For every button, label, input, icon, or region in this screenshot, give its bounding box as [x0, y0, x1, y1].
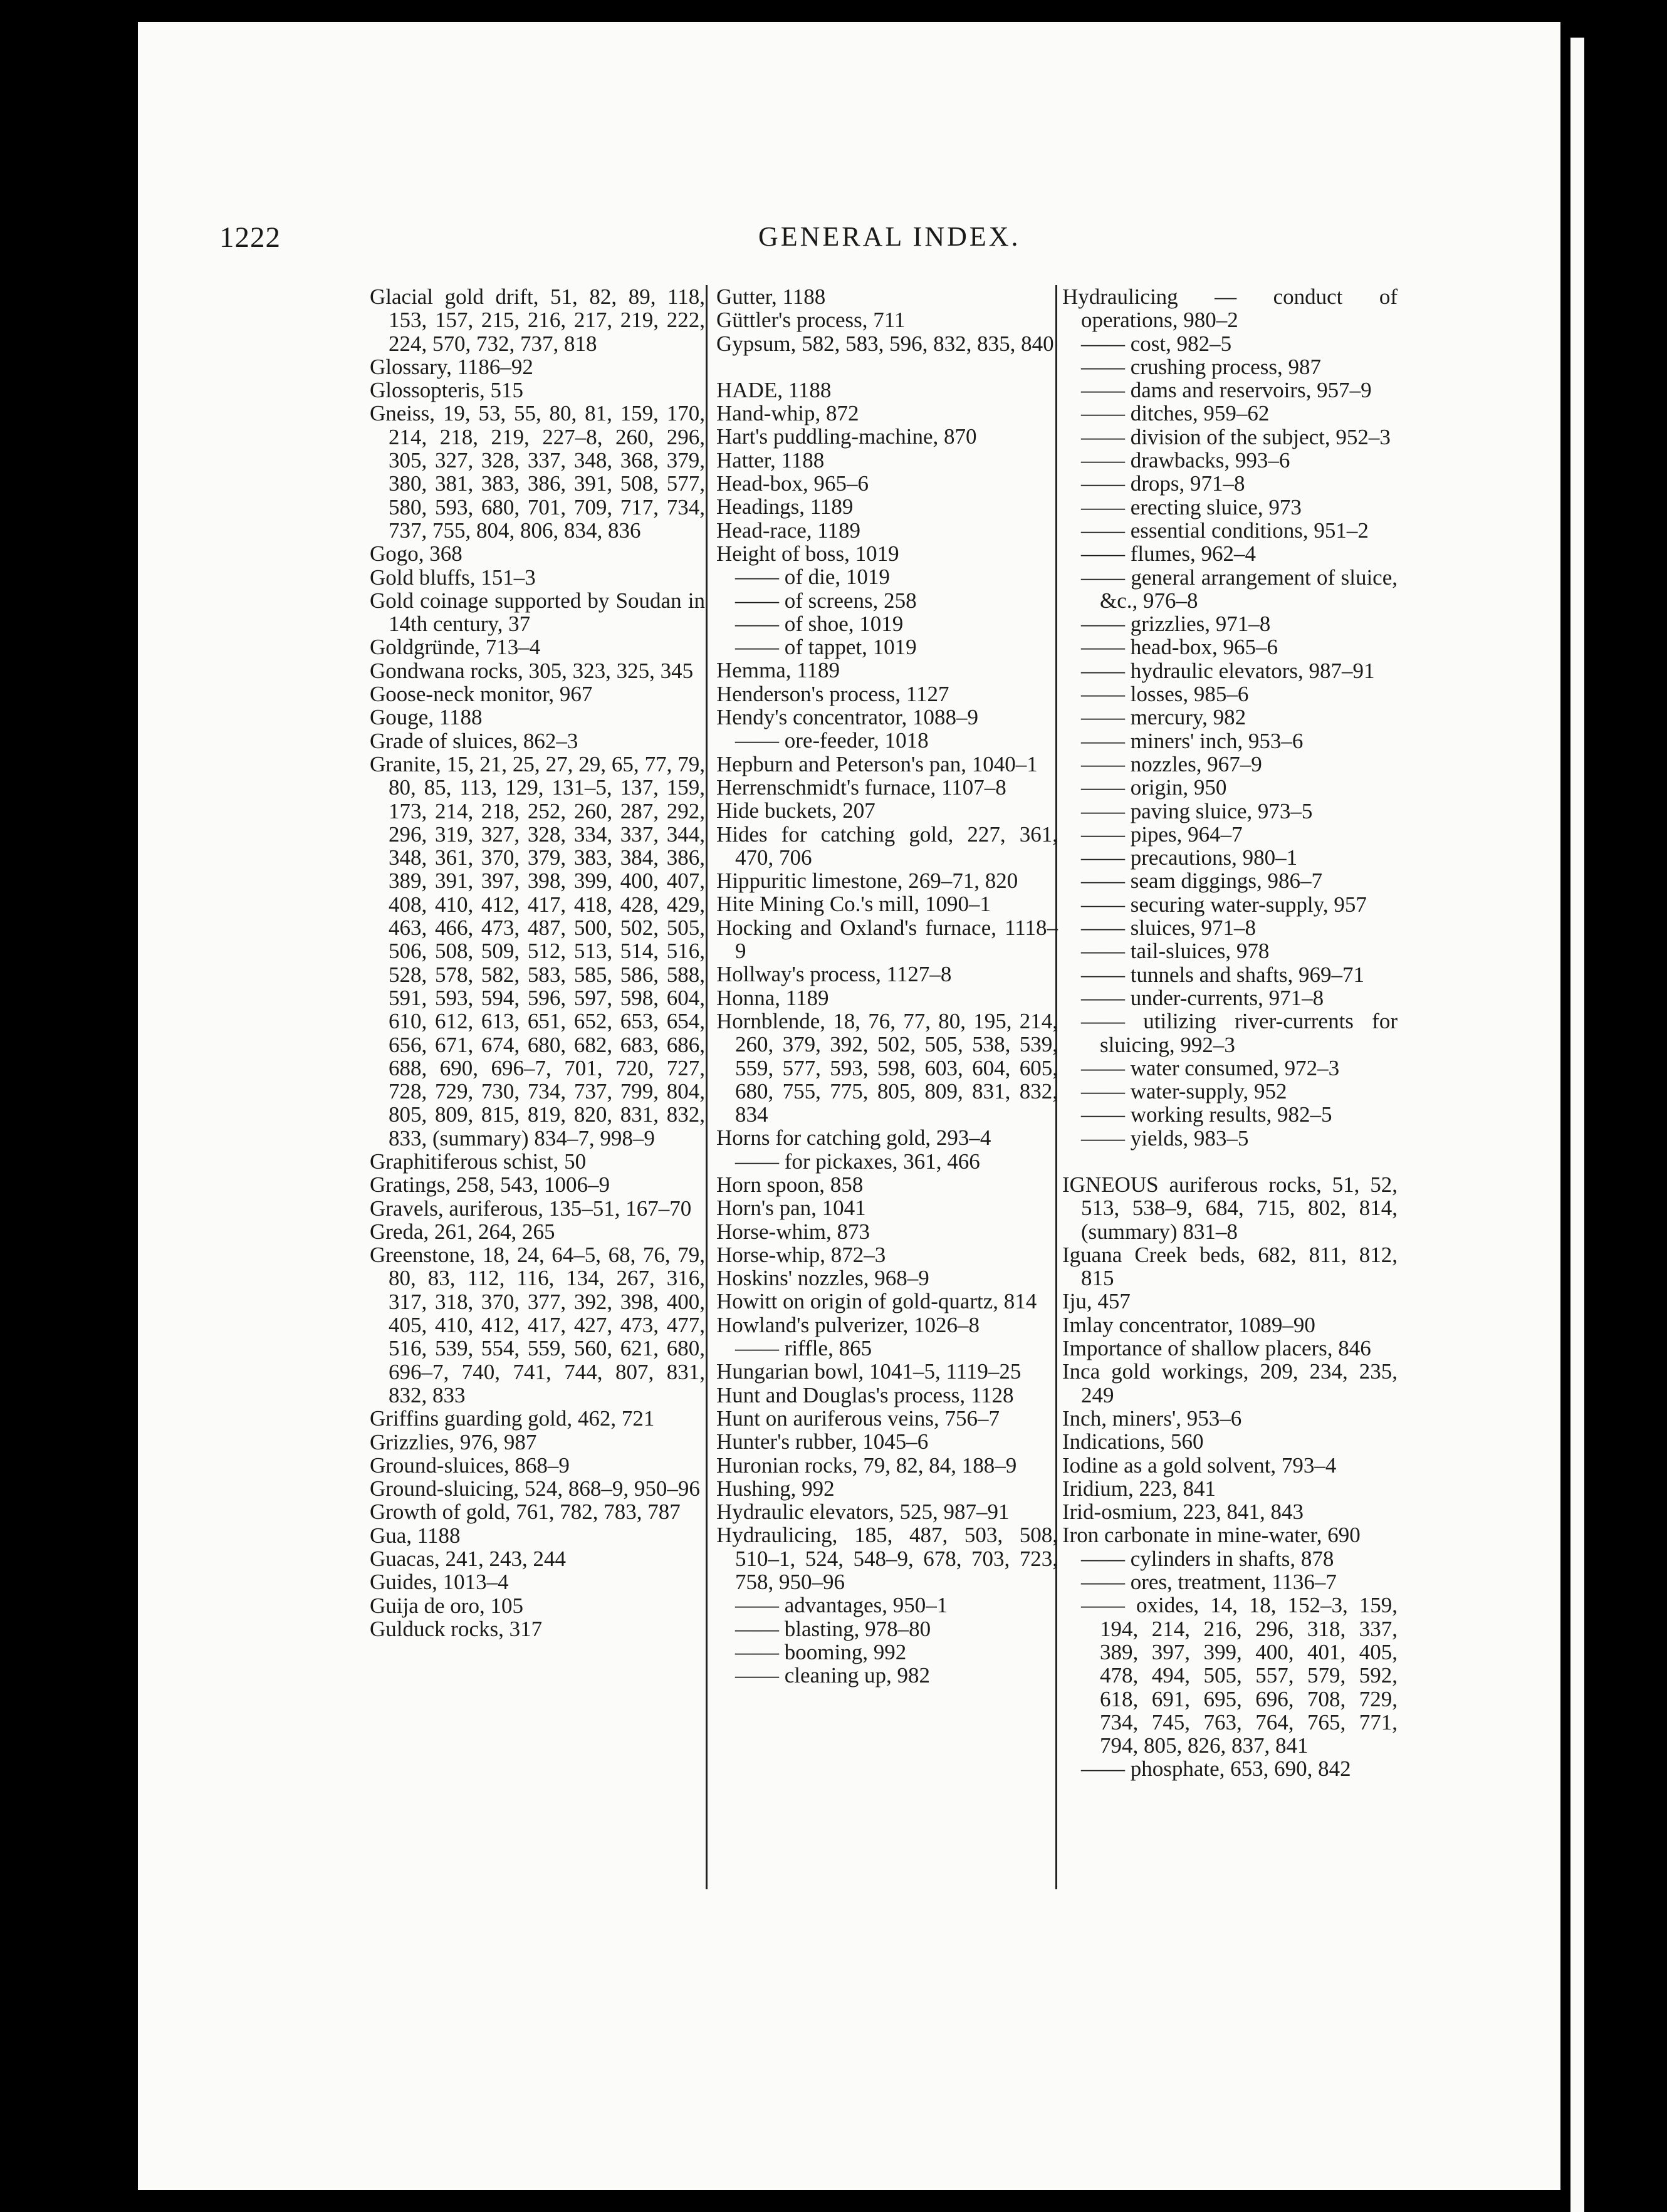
index-entry: —— origin, 950: [1081, 775, 1227, 800]
index-entry: —— cleaning up, 982: [735, 1663, 931, 1688]
index-entry: —— tunnels and shafts, 969–71: [1081, 962, 1365, 987]
index-entry: Height of boss, 1019: [716, 541, 899, 566]
index-entry: Horn's pan, 1041: [716, 1196, 866, 1221]
index-entry: —— tail-sluices, 978: [1081, 939, 1270, 964]
index-entry: —— precautions, 980–1: [1081, 845, 1298, 870]
index-entry: Iodine as a gold solvent, 793–4: [1062, 1453, 1337, 1478]
index-entry: Hydraulic elevators, 525, 987–91: [716, 1500, 1010, 1525]
running-title: GENERAL INDEX.: [758, 221, 1021, 252]
index-entry: Goldgründe, 713–4: [370, 635, 541, 660]
index-entry: Gold coinage supported by Soudan in 14th century, 37: [370, 588, 705, 637]
index-entry: —— grizzlies, 971–8: [1081, 612, 1271, 637]
index-entry: —— drawbacks, 993–6: [1081, 448, 1290, 473]
index-entry: Hoskins' nozzles, 968–9: [716, 1266, 929, 1291]
index-entry: Headings, 1189: [716, 494, 854, 519]
index-entry: —— paving sluice, 973–5: [1081, 798, 1313, 823]
index-entry: Gua, 1188: [370, 1523, 461, 1548]
index-entry: Horns for catching gold, 293–4: [716, 1125, 991, 1150]
index-entry: —— under-currents, 971–8: [1081, 985, 1324, 1010]
index-entry: Honna, 1189: [716, 985, 829, 1010]
index-entry: Granite, 15, 21, 25, 27, 29, 65, 77, 79, 80, 85, 113, 129, 131–5, 137, 159, 173, 214, 218, 252, 260, 287, 292, 296, 319, 327, 328, 334, 337, 344, 348, 361, 370, 379, 383, 384, 386, 389, 391, 397, 398, 399, 400, 407, 408, 410, 412, 417, 418, 428, 429, 463, 466, 473, 487, 500, 502, 505, 506, 508, 509, 512, 513, 514, 516, 528, 578, 582, 583, 585, 586, 588, 591, 593, 594, 596, 597, 598, 604, 610, 612, 613, 651, 652, 653, 654, 656, 671, 674, 680, 682, 683, 686, 688, 690, 696–7, 701, 720, 727, 728, 729, 730, 734, 737, 799, 804, 805, 809, 815, 819, 820, 831, 832, 833, (summary) 834–7, 998–9: [370, 751, 705, 1150]
index-entry: —— erecting sluice, 973: [1081, 494, 1302, 519]
index-entry: —— of screens, 258: [735, 588, 917, 613]
index-entry: Howland's pulverizer, 1026–8: [716, 1312, 980, 1337]
index-entry: —— head-box, 965–6: [1081, 635, 1278, 660]
index-entry: Hippuritic limestone, 269–71, 820: [716, 869, 1018, 894]
index-entry: —— yields, 983–5: [1081, 1125, 1249, 1150]
index-entry: —— miners' inch, 953–6: [1081, 728, 1304, 753]
index-entry: Hydraulicing — conduct of operations, 980–2: [1062, 284, 1398, 333]
index-entry: Iguana Creek beds, 682, 811, 812, 815: [1062, 1242, 1398, 1291]
index-entry: —— booming, 992: [735, 1639, 907, 1664]
index-entry: Ground-sluices, 868–9: [370, 1453, 570, 1478]
index-entry: —— essential conditions, 951–2: [1081, 518, 1369, 543]
facing-page-edge: [1570, 38, 1584, 2212]
index-entry: Hart's puddling-machine, 870: [716, 424, 977, 449]
index-entry: Inch, miners', 953–6: [1062, 1406, 1242, 1431]
index-entry: —— pipes, 964–7: [1081, 822, 1243, 847]
index-entry: Huronian rocks, 79, 82, 84, 188–9: [716, 1453, 1017, 1478]
index-entry: Gold bluffs, 151–3: [370, 565, 536, 590]
index-entry: Gondwana rocks, 305, 323, 325, 345: [370, 658, 694, 683]
index-entry: Importance of shallow placers, 846: [1062, 1336, 1371, 1361]
index-entry: Growth of gold, 761, 782, 783, 787: [370, 1500, 681, 1525]
index-entry: —— ore-feeder, 1018: [735, 728, 929, 753]
index-entry: —— nozzles, 967–9: [1081, 751, 1262, 776]
index-entry: Hungarian bowl, 1041–5, 1119–25: [716, 1359, 1022, 1384]
index-entry: Imlay concentrator, 1089–90: [1062, 1312, 1315, 1337]
index-entry: Hite Mining Co.'s mill, 1090–1: [716, 892, 991, 917]
index-entry: —— oxides, 14, 18, 152–3, 159, 194, 214, 216, 296, 318, 337, 389, 397, 399, 400, 401, 405, 478, 494, 505, 557, 579, 592, 618, 691, 695, 696, 708, 729, 734, 745, 763, 764, 765, 771, 794, 805, 826, 837, 841: [1081, 1593, 1398, 1758]
index-column-1: [370, 285, 705, 1641]
index-entry: Gulduck rocks, 317: [370, 1616, 543, 1641]
index-entry: Gutter, 1188: [716, 284, 826, 309]
index-entry: —— cylinders in shafts, 878: [1081, 1546, 1334, 1571]
index-entry: Hunter's rubber, 1045–6: [716, 1429, 929, 1454]
index-entry: Hushing, 992: [716, 1476, 835, 1501]
index-entry: Glacial gold drift, 51, 82, 89, 118, 153, 157, 215, 216, 217, 219, 222, 224, 570, 732, 737, 818: [370, 284, 705, 356]
index-entry: —— of shoe, 1019: [735, 611, 904, 636]
index-entry: Gravels, auriferous, 135–51, 167–70: [370, 1196, 692, 1221]
index-entry: Hand-whip, 872: [716, 401, 859, 426]
index-entry: Hepburn and Peterson's pan, 1040–1: [716, 751, 1038, 776]
index-entry: —— flumes, 962–4: [1081, 541, 1257, 566]
index-entry: Gypsum, 582, 583, 596, 832, 835, 840: [716, 331, 1054, 356]
index-entry: —— sluices, 971–8: [1081, 916, 1257, 941]
index-entry: —— seam diggings, 986–7: [1081, 869, 1322, 894]
index-entry: —— of die, 1019: [735, 565, 890, 590]
index-entry: —— phosphate, 653, 690, 842: [1081, 1756, 1351, 1782]
index-entry: —— mercury, 982: [1081, 705, 1246, 730]
index-entry: Hornblende, 18, 76, 77, 80, 195, 214, 260, 379, 392, 502, 505, 538, 539, 559, 577, 593, 598, 603, 604, 605, 680, 755, 775, 805, 809, 831, 832, 834: [716, 1008, 1058, 1127]
index-entry: —— advantages, 950–1: [735, 1593, 948, 1618]
index-entry: —— water-supply, 952: [1081, 1079, 1287, 1104]
index-entry: Guides, 1013–4: [370, 1570, 509, 1595]
index-entry: Grizzlies, 976, 987: [370, 1429, 537, 1454]
index-entry: Irid-osmium, 223, 841, 843: [1062, 1500, 1304, 1525]
index-entry: Hendy's concentrator, 1088–9: [716, 705, 978, 730]
index-entry: Grade of sluices, 862–3: [370, 728, 578, 753]
index-entry: —— crushing process, 987: [1081, 354, 1322, 379]
index-entry: Guacas, 241, 243, 244: [370, 1547, 567, 1572]
index-entry: Ground-sluicing, 524, 868–9, 950–96: [370, 1476, 700, 1501]
index-entry: Hatter, 1188: [716, 447, 825, 472]
index-entry: Gratings, 258, 543, 1006–9: [370, 1172, 610, 1197]
entry-gap: [716, 355, 1058, 378]
index-entry: Horse-whim, 873: [716, 1219, 870, 1244]
index-entry: —— blasting, 978–80: [735, 1616, 931, 1641]
index-entry: Iron carbonate in mine-water, 690: [1062, 1523, 1361, 1548]
index-entry: —— water consumed, 972–3: [1081, 1055, 1340, 1080]
index-entry: Graphitiferous schist, 50: [370, 1149, 587, 1174]
index-entry: Hunt on auriferous veins, 756–7: [716, 1406, 1000, 1431]
index-entry: Greda, 261, 264, 265: [370, 1219, 555, 1244]
index-entry: Greenstone, 18, 24, 64–5, 68, 76, 79, 80, 83, 112, 116, 134, 267, 316, 317, 318, 370, 377, 392, 398, 400, 405, 410, 412, 417, 427, 473, 477, 516, 539, 554, 559, 560, 621, 680, 696–7, 740, 741, 744, 807, 831, 832, 833: [370, 1243, 705, 1407]
index-entry: —— division of the subject, 952–3: [1081, 424, 1391, 449]
index-entry: Glossary, 1186–92: [370, 354, 533, 379]
index-entry: Guija de oro, 105: [370, 1593, 523, 1618]
entry-gap: [1062, 1150, 1398, 1173]
index-entry: Inca gold workings, 209, 234, 235, 249: [1062, 1359, 1398, 1407]
index-entry: —— hydraulic elevators, 987–91: [1081, 658, 1375, 683]
index-entry: Hemma, 1189: [716, 658, 840, 683]
index-entry: Hide buckets, 207: [716, 798, 875, 823]
index-entry: —— cost, 982–5: [1081, 331, 1232, 356]
index-entry: —— utilizing river-currents for sluicing, 992–3: [1081, 1009, 1398, 1057]
index-entry: Hocking and Oxland's furnace, 1118–9: [716, 915, 1058, 964]
index-entry: Horse-whip, 872–3: [716, 1242, 886, 1267]
index-entry: Howitt on origin of gold-quartz, 814: [716, 1289, 1037, 1314]
index-column-3: [1062, 285, 1398, 1781]
index-entry: —— riffle, 865: [735, 1336, 872, 1361]
index-entry: Herrenschmidt's furnace, 1107–8: [716, 775, 1006, 800]
index-entry: —— working results, 982–5: [1081, 1102, 1332, 1127]
index-entry: Horn spoon, 858: [716, 1172, 864, 1197]
index-entry: —— dams and reservoirs, 957–9: [1081, 378, 1372, 403]
index-entry: Hides for catching gold, 227, 361, 470, 706: [716, 822, 1058, 870]
index-entry: Gogo, 368: [370, 541, 462, 566]
index-entry: Indications, 560: [1062, 1429, 1204, 1454]
index-entry: Gneiss, 19, 53, 55, 80, 81, 159, 170, 214, 218, 219, 227–8, 260, 296, 305, 327, 328, 337, 348, 368, 379, 380, 381, 383, 386, 391, 508, 577, 580, 593, 680, 701, 709, 717, 734, 737, 755, 804, 806, 834, 836: [370, 401, 705, 543]
index-entry: Iridium, 223, 841: [1062, 1476, 1216, 1501]
index-entry: Güttler's process, 711: [716, 308, 906, 333]
index-entry: Gouge, 1188: [370, 705, 483, 730]
index-entry: —— of tappet, 1019: [735, 635, 917, 660]
index-entry: —— ditches, 959–62: [1081, 401, 1270, 426]
index-entry: —— losses, 985–6: [1081, 682, 1249, 707]
index-entry: HADE, 1188: [716, 377, 832, 402]
index-entry: Glossopteris, 515: [370, 378, 523, 403]
index-entry: Henderson's process, 1127: [716, 681, 949, 706]
index-entry: —— general arrangement of sluice, &c., 976–8: [1081, 565, 1398, 613]
index-entry: Iju, 457: [1062, 1289, 1131, 1314]
index-entry: —— securing water-supply, 957: [1081, 892, 1367, 917]
index-entry: Hunt and Douglas's process, 1128: [716, 1382, 1014, 1407]
index-entry: Hollway's process, 1127–8: [716, 962, 952, 987]
index-entry: IGNEOUS auriferous rocks, 51, 52, 513, 538–9, 684, 715, 802, 814, (summary) 831–8: [1062, 1172, 1398, 1244]
index-entry: —— for pickaxes, 361, 466: [735, 1149, 980, 1174]
index-entry: Goose-neck monitor, 967: [370, 682, 593, 707]
index-entry: Head-race, 1189: [716, 518, 860, 543]
index-entry: —— ores, treatment, 1136–7: [1081, 1570, 1337, 1595]
index-entry: Hydraulicing, 185, 487, 503, 508, 510–1, 524, 548–9, 678, 703, 723, 758, 950–96: [716, 1523, 1058, 1595]
page-number: 1222: [219, 221, 281, 254]
index-entry: Griffins guarding gold, 462, 721: [370, 1406, 655, 1431]
column-rule: [706, 285, 708, 1889]
index-entry: Head-box, 965–6: [716, 471, 869, 496]
index-entry: —— drops, 971–8: [1081, 471, 1245, 496]
index-column-2: [716, 285, 1058, 1688]
